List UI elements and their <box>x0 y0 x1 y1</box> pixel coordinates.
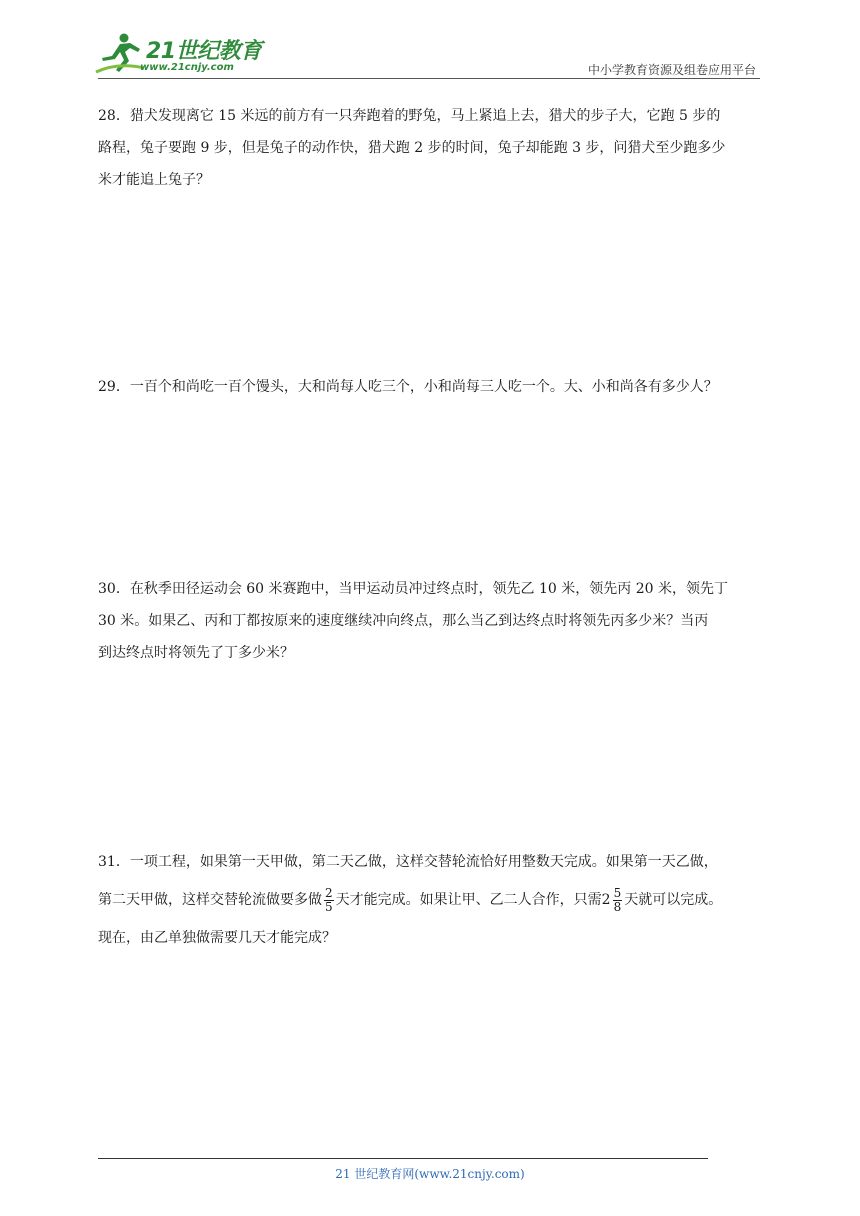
question-31-line-1: 31．一项工程，如果第一天甲做，第二天乙做，这样交替轮流恰好用整数天完成。如果第一天乙做， <box>98 854 718 870</box>
fraction-five-eighths <box>613 887 623 914</box>
question-31-text-a: 第二天甲做，这样交替轮流做要多做 <box>98 892 322 908</box>
question-31-text-b: 天才能完成。如果让甲、乙二人合作，只需 <box>335 892 602 908</box>
mixed-number-whole: 2 <box>601 892 611 908</box>
question-31-line-2 <box>98 881 762 919</box>
fraction-1-denominator: 5 <box>325 899 333 914</box>
question-28-line-2: 路程，兔子要跑 9 步，但是兔子的动作快，猎犬跑 2 步的时间，兔子却能跑 3 步，问猎犬至少跑多少 <box>98 140 726 156</box>
site-logo <box>94 32 264 80</box>
header-divider <box>98 78 760 79</box>
fraction-two-fifths <box>324 887 334 914</box>
logo-url: www.21cnjy.com <box>140 62 234 73</box>
question-29 <box>98 371 762 403</box>
page-header <box>0 0 860 82</box>
question-30-line-3: 到达终点时将领先了丁多少米？ <box>98 645 294 661</box>
question-28-line-1: 28．猎犬发现离它 15 米远的前方有一只奔跑着的野兔，马上紧追上去，猎犬的步子大，它跑 5 步的 <box>98 108 721 124</box>
question-31 <box>98 843 762 957</box>
question-28-line-3: 米才能追上兔子？ <box>98 172 210 188</box>
question-28 <box>98 100 762 196</box>
question-29-line-1: 29．一百个和尚吃一百个馒头，大和尚每人吃三个，小和尚每三人吃一个。大、小和尚各有多少人？ <box>98 379 718 395</box>
fraction-2-numerator: 5 <box>613 885 622 900</box>
runner-logo-icon <box>94 32 146 76</box>
fraction-2-denominator: 8 <box>613 899 622 914</box>
question-30-line-2: 30 米。如果乙、丙和丁都按原来的速度继续冲向终点，那么当乙到达终点时将领先丙多少米？当丙 <box>98 613 709 629</box>
header-platform-text: 中小学教育资源及组卷应用平台 <box>587 63 756 77</box>
question-31-text-c: 天就可以完成。 <box>624 892 723 908</box>
footer-divider <box>98 1158 708 1159</box>
question-31-line-3: 现在，由乙单独做需要几天才能完成？ <box>98 930 336 946</box>
logo-text: 21世纪教育 <box>146 39 262 64</box>
question-30 <box>98 573 762 669</box>
fraction-1-numerator: 2 <box>325 885 333 900</box>
footer-site-link[interactable]: 21 世纪教育网(www.21cnjy.com) <box>335 1167 525 1181</box>
question-30-line-1: 30．在秋季田径运动会 60 米赛跑中，当甲运动员冲过终点时，领先乙 10 米，领先丙 20 米，领先丁 <box>98 581 728 597</box>
